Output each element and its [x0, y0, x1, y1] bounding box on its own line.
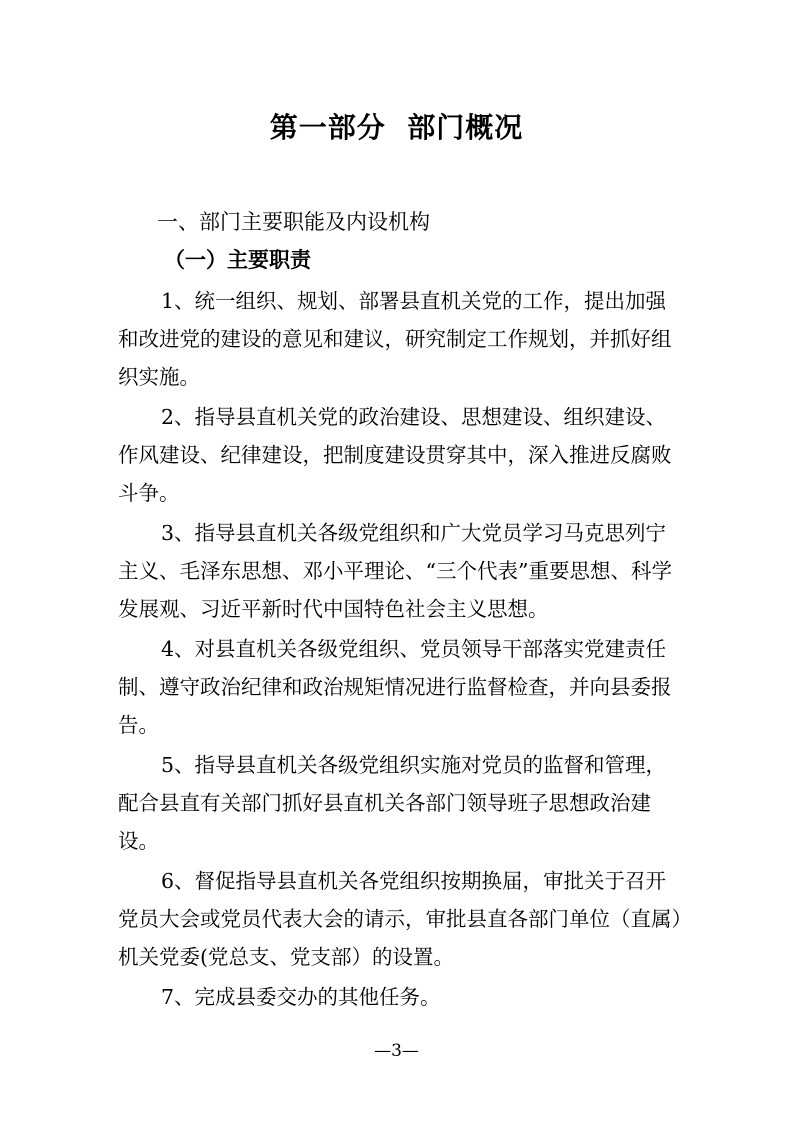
paragraph-2-line-2: 作风建设、纪律建设，把制度建设贯穿其中，深入推进反腐败	[118, 443, 672, 467]
section-heading: 一、部门主要职能及内设机构	[157, 210, 430, 234]
paragraph-3-line-2: 主义、毛泽东思想、邓小平理论、“三个代表”重要思想、科学	[118, 559, 672, 583]
paragraph-6-line-1: 6、督促指导县直机关各党组织按期换届，审批关于召开	[161, 869, 667, 893]
paragraph-4-line-2: 制、遵守政治纪律和政治规矩情况进行监督检查，并向县委报	[118, 675, 672, 699]
paragraph-4-line-1: 4、对县直机关各级党组织、党员领导干部落实党建责任	[161, 637, 667, 661]
paragraph-2-line-3: 斗争。	[118, 481, 180, 505]
sub-heading: （一）主要职责	[164, 247, 311, 272]
paragraph-5-line-3: 设。	[118, 829, 159, 853]
paragraph-5-line-1: 5、指导县直机关各级党组织实施对党员的监督和管理，	[161, 753, 667, 777]
page-number: —3—	[374, 1041, 419, 1061]
paragraph-1-line-3: 织实施。	[118, 365, 200, 389]
paragraph-6-line-3: 机关党委(党总支、党支部）的设置。	[118, 945, 454, 969]
page-title: 第一部分 部门概况	[269, 111, 524, 144]
paragraph-7-line-1: 7、完成县委交办的其他任务。	[161, 985, 441, 1009]
paragraph-1-line-1: 1、统一组织、规划、部署县直机关党的工作，提出加强	[161, 289, 667, 313]
paragraph-5-line-2: 配合县直有关部门抓好县直机关各部门领导班子思想政治建	[118, 791, 651, 815]
paragraph-3-line-3: 发展观、习近平新时代中国特色社会主义思想。	[118, 597, 549, 621]
paragraph-1-line-2: 和改进党的建设的意见和建议，研究制定工作规划，并抓好组	[118, 327, 672, 351]
paragraph-6-line-2: 党员大会或党员代表大会的请示，审批县直各部门单位（直属）	[118, 907, 692, 931]
paragraph-2-line-1: 2、指导县直机关党的政治建设、思想建设、组织建设、	[161, 405, 667, 429]
paragraph-4-line-3: 告。	[118, 713, 159, 737]
paragraph-3-line-1: 3、指导县直机关各级党组织和广大党员学习马克思列宁	[161, 521, 667, 545]
